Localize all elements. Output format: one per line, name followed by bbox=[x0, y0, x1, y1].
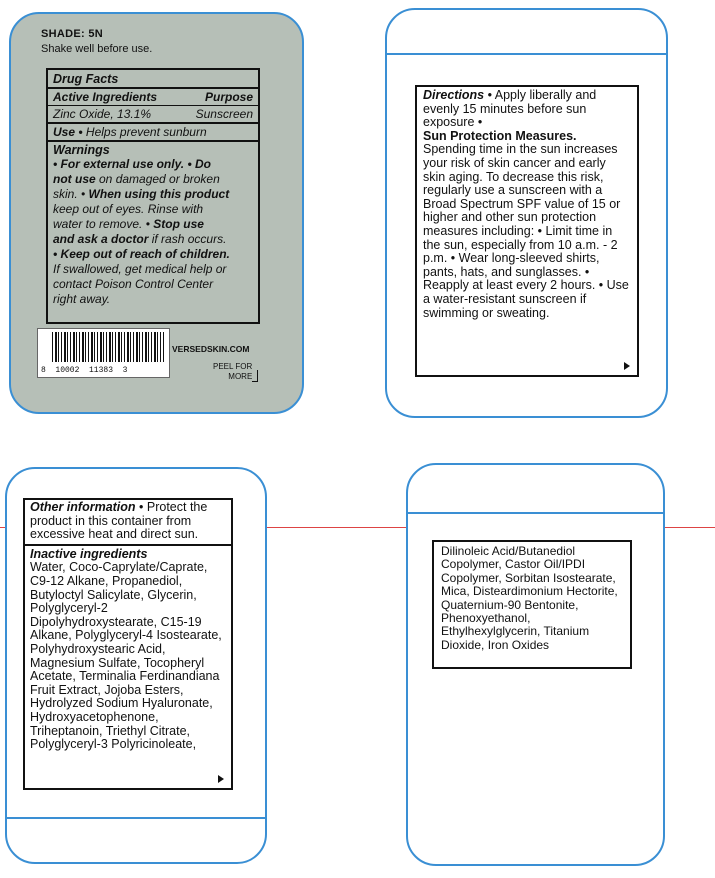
inactive-continued-box bbox=[432, 540, 632, 669]
continue-arrow-icon bbox=[218, 775, 224, 783]
purpose-header: Purpose bbox=[204, 90, 253, 104]
peel-corner-icon bbox=[252, 370, 258, 382]
peel-for-more[interactable]: PEEL FOR MORE bbox=[213, 362, 252, 382]
other-information-label: Other information bbox=[30, 500, 136, 514]
other-information-box bbox=[23, 498, 233, 790]
sun-protection-text: Spending time in the sun increases your risk of skin cancer and early skin aging. To decrease this risk, regularly use a sunscreen with a Broad Spectrum SPF value of 15 or higher and other sun protection measures including: • Limit time in the sun, especially from 10 a.m. - 2 p.m. • Wear long-sleeved shirts, pants, hats, and sunglasses. • Reapply at least every 2 hours. • Use a water-resistant sunscreen if swimming or sweating. bbox=[423, 142, 629, 320]
inactive-ingredients-title: Inactive ingredients bbox=[30, 546, 148, 561]
inactive-continued-text: Dilinoleic Acid/Butanediol Copolymer, Castor Oil/IPDI Copolymer, Sorbitan Isostearate, Mica, Disteardimonium Hectorite, Quaternium-90 Bentonite, Phenoxyethanol, Ethylhexylglycerin, Titanium Dioxide, Iron Oxides bbox=[441, 544, 618, 652]
drug-facts-title: Drug Facts bbox=[53, 72, 119, 86]
barcode bbox=[37, 328, 170, 378]
directions-text: • Apply liberally and evenly 15 minutes before sun exposure • bbox=[423, 88, 597, 130]
drug-facts-box bbox=[46, 68, 260, 324]
active-ingredient: Zinc Oxide, 13.1% bbox=[53, 107, 152, 121]
continue-arrow-icon bbox=[624, 362, 630, 370]
use-label: Use • bbox=[53, 125, 83, 139]
shake-instruction: Shake well before use. bbox=[41, 43, 153, 55]
barcode-number: 8 10002 11383 3 bbox=[41, 366, 128, 375]
directions-label: Directions bbox=[423, 88, 485, 102]
barcode-bars bbox=[52, 332, 164, 362]
warnings-title: Warnings bbox=[53, 143, 110, 157]
directions-box bbox=[415, 85, 639, 377]
brand-url: VERSEDSKIN.COM bbox=[172, 344, 250, 354]
use-text: Helps prevent sunburn bbox=[82, 125, 207, 139]
sun-protection-title: Sun Protection Measures. bbox=[423, 128, 577, 143]
shade-text: SHADE: 5N bbox=[41, 28, 103, 40]
active-ingredients-header: Active Ingredients bbox=[53, 90, 158, 104]
purpose-value: Sunscreen bbox=[195, 107, 253, 121]
warnings-text: • For external use only. • Do not use on damaged or broken skin. • When using this product keep out of eyes. Rinse with water to remove. • Stop use and ask a doctor if rash occurs. • Keep out of reach of children. If swallowed, get medical help or contact Poison Control Center right away. bbox=[53, 157, 230, 306]
inactive-ingredients-text: Water, Coco-Caprylate/Caprate, C9-12 Alkane, Propanediol, Butyloctyl Salicylate, Glycerin, Polyglyceryl-2 Dipolyhydroxystearate, C15-19 Alkane, Polyglyceryl-4 Isostearate, Polyhydroxystearic Acid, Magnesium Sulfate, Tocopheryl Acetate, Terminalia Ferdinandiana Fruit Extract, Jojoba Esters, Hydrolyzed Sodium Hyaluronate, Hydroxyacetophenone, Triheptanoin, Triethyl Citrate, Polyglyceryl-3 Polyricinoleate, bbox=[30, 560, 222, 752]
other-information-text: • Protect the product in this container from excessive heat and direct sun. bbox=[30, 500, 208, 542]
